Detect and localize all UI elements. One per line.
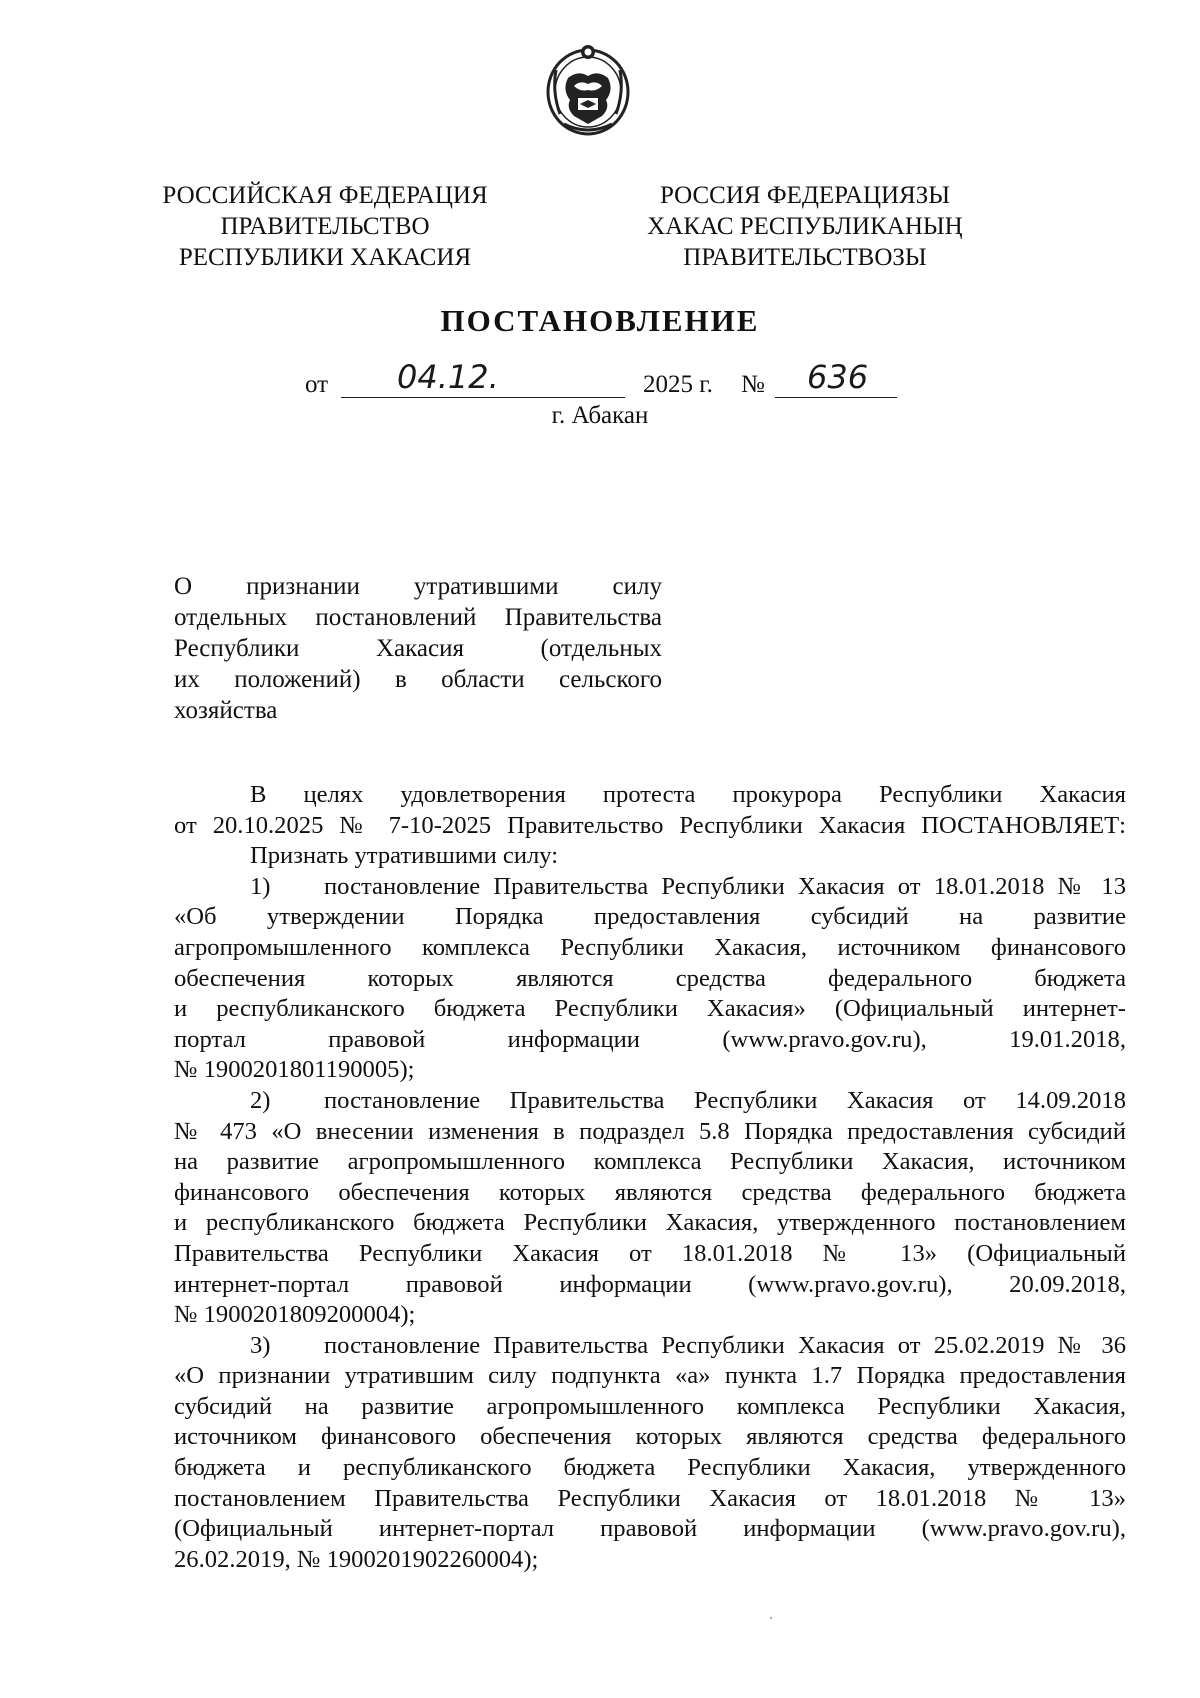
item-line: постановлением Правительства Республики Хакасия от 18.01.2018 № 13»: [174, 1484, 1126, 1512]
date-prefix: от: [305, 371, 329, 398]
header-right-line: ПРАВИТЕЛЬСТВОЗЫ: [683, 244, 927, 271]
subject-line: отдельных постановлений Правительства: [174, 604, 662, 631]
item-number: 1): [250, 872, 271, 900]
list-item-2: [174, 1086, 1126, 1117]
header-right-line: ХАКАС РЕСПУБЛИКАНЫҢ: [647, 213, 963, 240]
item-line: обеспечения которых являются средства федерального бюджета: [174, 964, 1126, 992]
item-first-line: постановление Правительства Республики Хакасия от 14.09.2018: [324, 1086, 1126, 1114]
item-number: 3): [250, 1331, 271, 1359]
year-label: 2025 г.: [643, 371, 713, 398]
list-item-1: [174, 872, 1126, 903]
number-label: №: [741, 371, 765, 398]
header-right-line: РОССИЯ ФЕДЕРАЦИЯЗЫ: [659, 182, 951, 209]
subject-line: хозяйства: [174, 697, 278, 724]
item-line: субсидий на развитие агропромышленного комплекса Республики Хакасия,: [174, 1392, 1126, 1420]
preamble-line: от 20.10.2025 № 7-10-2025 Правительство Республики Хакасия ПОСТАНОВЛЯЕТ:: [174, 811, 1126, 839]
number-underline: [775, 397, 897, 398]
item-line: и республиканского бюджета Республики Хакасия, утвержденного постановлением: [174, 1209, 1126, 1237]
date-underline: [341, 397, 625, 398]
header-left-line: РОССИЙСКАЯ ФЕДЕРАЦИЯ: [162, 182, 488, 209]
item-first-line: постановление Правительства Республики Хакасия от 25.02.2019 № 36: [324, 1331, 1126, 1359]
coat-of-arms-emblem: [544, 40, 632, 138]
subject-heading: [174, 571, 662, 726]
item-line: № 1900201801190005);: [174, 1056, 415, 1084]
handwritten-date: 04.12.: [397, 358, 499, 396]
item-line: интернет-портал правовой информации (www.pravo.gov.ru), 20.09.2018,: [174, 1270, 1126, 1298]
item-line: на развитие агропромышленного комплекса Республики Хакасия, источником: [174, 1148, 1126, 1176]
subject-line: их положений) в области сельского: [174, 666, 662, 693]
item-line: № 1900201809200004);: [174, 1301, 416, 1329]
header-left-line: ПРАВИТЕЛЬСТВО: [220, 213, 430, 240]
header-russian: [145, 180, 505, 273]
item-line: источником финансового обеспечения которых являются средства федерального: [174, 1423, 1126, 1451]
scan-speck: [770, 1617, 772, 1619]
subject-line: Республики Хакасия (отдельных: [174, 635, 662, 662]
resolution-line: Признать утратившими силу:: [250, 842, 559, 870]
item-line: финансового обеспечения которых являются средства федерального бюджета: [174, 1178, 1126, 1206]
city: г. Абакан: [551, 402, 649, 429]
subject-line: О признании утратившими силу: [174, 573, 662, 600]
document-body: [174, 780, 1126, 1575]
item-line: (Официальный интернет-портал правовой информации (www.pravo.gov.ru),: [174, 1515, 1126, 1543]
item-line: 26.02.2019, № 1900201902260004);: [174, 1545, 539, 1573]
item-line: агропромышленного комплекса Республики Хакасия, источником финансового: [174, 933, 1126, 961]
item-line: «О признании утратившим силу подпункта «а» пункта 1.7 Порядка предоставления: [174, 1362, 1126, 1390]
header-khakas: [625, 180, 985, 273]
item-line: № 473 «О внесении изменения в подраздел 5.8 Порядка предоставления субсидий: [174, 1117, 1126, 1145]
list-item-3: [174, 1331, 1126, 1362]
preamble-line: В целях удовлетворения протеста прокурора Республики Хакасия: [250, 781, 1126, 808]
item-line: и республиканского бюджета Республики Хакасия» (Официальный интернет-: [174, 995, 1126, 1023]
item-number: 2): [250, 1086, 271, 1114]
item-line: портал правовой информации (www.pravo.gov.ru), 19.01.2018,: [174, 1025, 1126, 1053]
item-line: «Об утверждении Порядка предоставления субсидий на развитие: [174, 903, 1126, 931]
handwritten-number: 636: [807, 358, 869, 396]
item-line: бюджета и республиканского бюджета Республики Хакасия, утвержденного: [174, 1454, 1126, 1482]
header-left-line: РЕСПУБЛИКИ ХАКАСИЯ: [178, 244, 472, 271]
item-first-line: постановление Правительства Республики Хакасия от 18.01.2018 № 13: [324, 872, 1126, 900]
document-title: ПОСТАНОВЛЕНИЕ: [440, 303, 760, 338]
item-line: Правительства Республики Хакасия от 18.01.2018 № 13» (Официальный: [174, 1239, 1126, 1267]
